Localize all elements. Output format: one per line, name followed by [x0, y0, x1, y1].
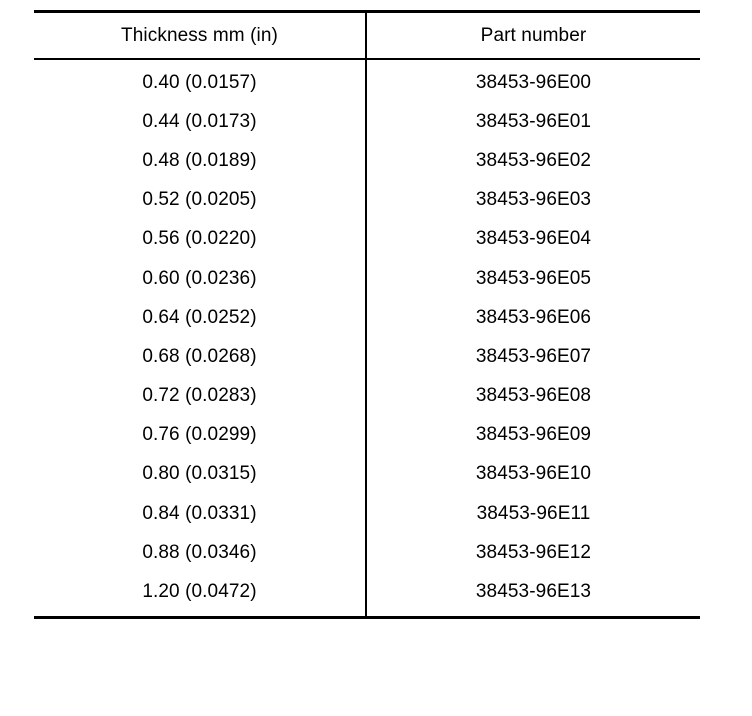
thickness-cell: 0.68 (0.0268) — [34, 337, 366, 376]
table-row — [34, 298, 700, 337]
table-row — [34, 533, 700, 572]
part-number-cell: 38453-96E07 — [475, 345, 592, 367]
table-row — [34, 220, 700, 259]
part-number-cell: 38453-96E02 — [475, 149, 592, 171]
thickness-cell: 0.48 (0.0189) — [34, 141, 366, 180]
part-number-cell: 38453-96E04 — [475, 228, 592, 250]
part-number-cell: 38453-96E00 — [475, 71, 592, 93]
part-number-cell: 38453-96E01 — [475, 110, 592, 132]
table-row — [34, 259, 700, 298]
table-row — [34, 181, 700, 220]
part-number-cell: 38453-96E05 — [475, 267, 592, 289]
part-number-cell: 38453-96E12 — [475, 541, 592, 563]
table-row — [34, 494, 700, 533]
table-row — [34, 337, 700, 376]
part-number-cell: 38453-96E13 — [475, 581, 592, 603]
thickness-cell: 0.76 (0.0299) — [34, 416, 366, 455]
part-number-cell: 38453-96E10 — [475, 463, 592, 485]
header-thickness: Thickness mm (in) — [34, 12, 366, 60]
table-row — [34, 416, 700, 455]
table-row — [34, 377, 700, 416]
thickness-cell: 0.80 (0.0315) — [34, 455, 366, 494]
part-number-cell: 38453-96E09 — [475, 424, 592, 446]
thickness-cell: 0.44 (0.0173) — [34, 102, 366, 141]
header-row — [34, 12, 700, 60]
shim-thickness-table — [34, 10, 700, 619]
table-header — [34, 12, 700, 60]
thickness-cell: 0.60 (0.0236) — [34, 259, 366, 298]
thickness-cell: 0.64 (0.0252) — [34, 298, 366, 337]
thickness-cell: 0.56 (0.0220) — [34, 220, 366, 259]
table-row — [34, 141, 700, 180]
thickness-cell: 0.88 (0.0346) — [34, 533, 366, 572]
thickness-cell: 0.40 (0.0157) — [34, 59, 366, 102]
thickness-cell: 0.52 (0.0205) — [34, 181, 366, 220]
thickness-cell: 0.84 (0.0331) — [34, 494, 366, 533]
thickness-cell: 0.72 (0.0283) — [34, 377, 366, 416]
shim-table-container — [34, 10, 700, 619]
table-row — [34, 59, 700, 102]
table-body — [34, 59, 700, 617]
header-part-number: Part number — [480, 24, 587, 46]
part-number-cell: 38453-96E06 — [475, 306, 592, 328]
part-number-cell: 38453-96E03 — [475, 189, 592, 211]
part-number-cell: 38453-96E08 — [475, 385, 592, 407]
table-row — [34, 455, 700, 494]
table-row — [34, 572, 700, 617]
thickness-cell: 1.20 (0.0472) — [34, 572, 366, 617]
part-number-cell: 38453-96E11 — [476, 502, 591, 524]
table-row — [34, 102, 700, 141]
